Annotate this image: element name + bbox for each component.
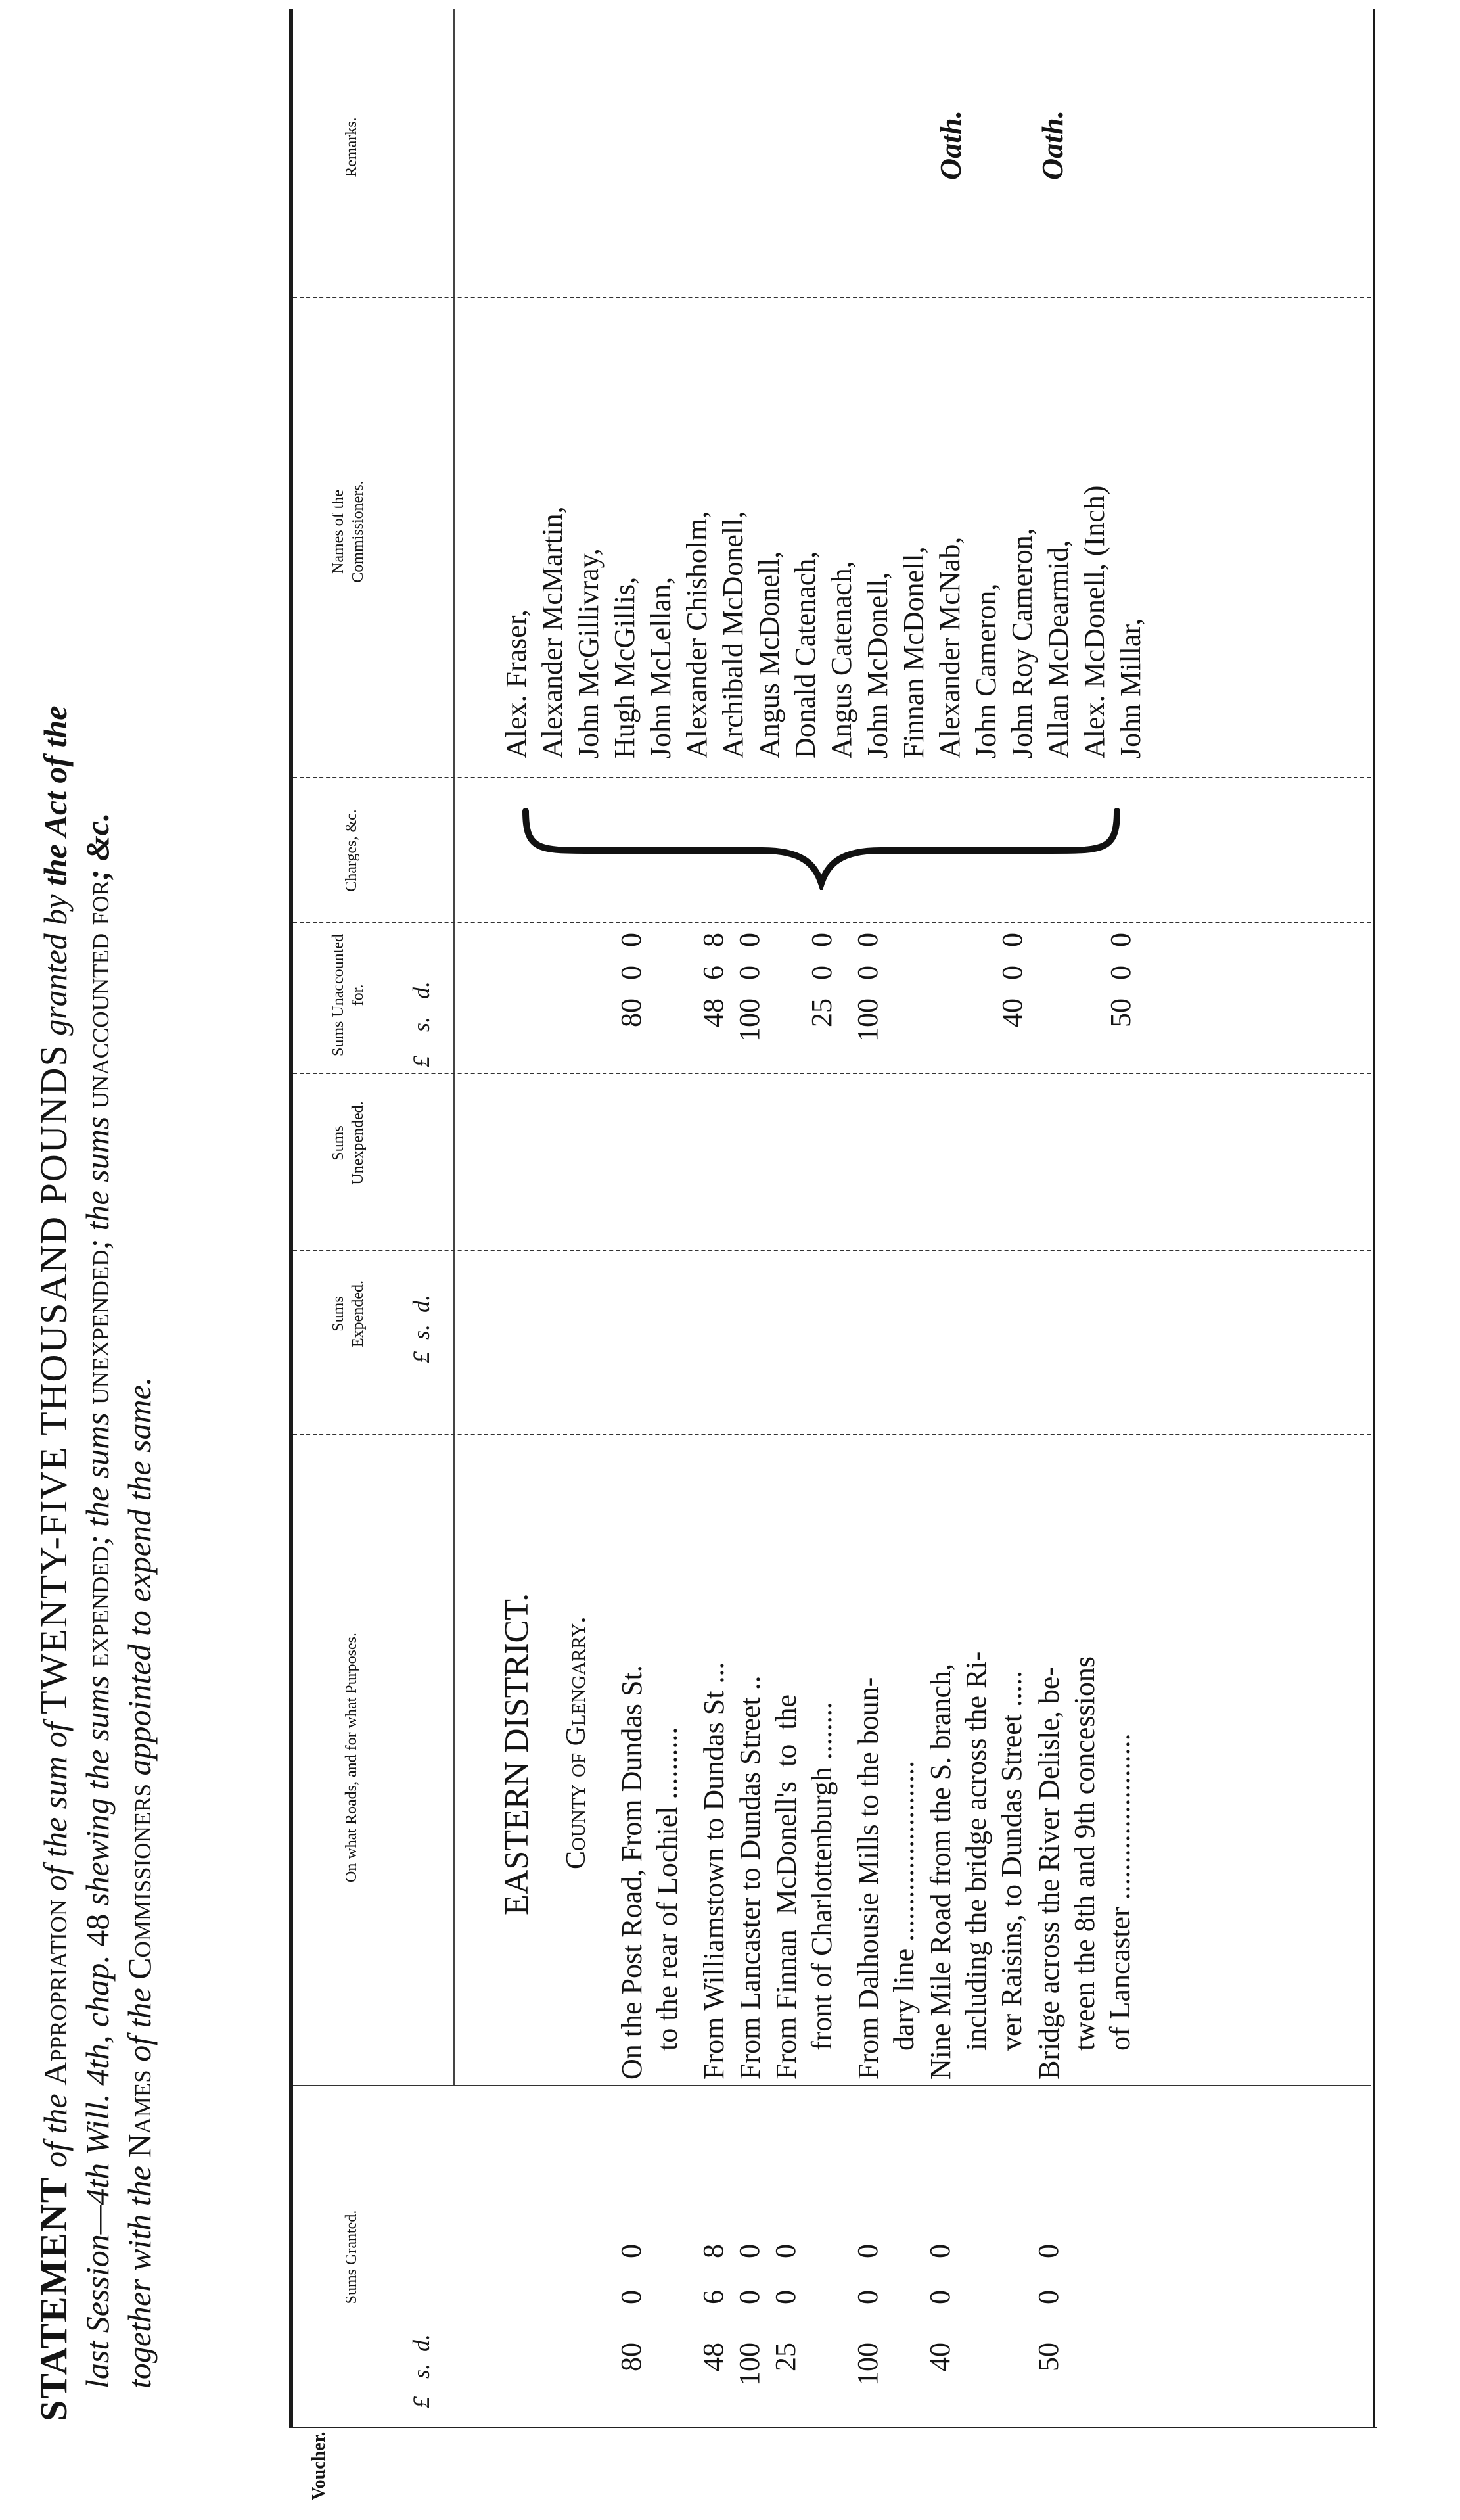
granted-pounds: 50 [1032, 2343, 1064, 2371]
header-unaccounted: Sums Unaccounted for. [330, 934, 367, 1056]
units-granted: £ s. d. [408, 2333, 434, 2408]
commissioner-name: Angus McDonell, [753, 551, 785, 758]
remark-oath: Oath. [1036, 110, 1069, 180]
unaccounted-pounds: 48 [697, 998, 729, 1027]
header-granted: Sums Granted. [343, 2210, 360, 2304]
purpose-text: Bridge across the River Delisle, be- tween the 8th and 9th concessions of Lancaster ....................... [1033, 1656, 1136, 2080]
granted-shillings: 0 [1032, 2290, 1064, 2304]
purpose-text: On the Post Road, From Dundas St. to the rear of Lochiel .......... [616, 1665, 683, 2080]
units-expended: £ s. d. [408, 1294, 434, 1363]
unaccounted-pounds: 50 [1105, 998, 1137, 1027]
granted-pence: 0 [852, 2244, 884, 2258]
purpose-text: From Williamstown to Dundas St ... [698, 1662, 730, 2080]
unaccounted-pounds: 40 [996, 998, 1028, 1027]
col-divider-unexpended [293, 1073, 1371, 1074]
unaccounted-pence: 8 [697, 933, 729, 947]
remark-oath: Oath. [934, 110, 967, 180]
granted-pence: 0 [733, 2244, 765, 2258]
commissioner-name: Allan McDearmid, [1042, 540, 1074, 758]
unaccounted-pounds: 80 [615, 998, 647, 1027]
title-line-1: STATEMENT of the Appropriation of the sum of TWENTY-FIVE THOUSAND POUNDS granted by the Act of the [32, 705, 75, 2421]
unaccounted-pence: 0 [733, 933, 765, 947]
unaccounted-shillings: 0 [806, 966, 838, 980]
unaccounted-pence: 0 [996, 933, 1028, 947]
granted-pence: 0 [1032, 2244, 1064, 2258]
granted-pounds: 25 [769, 2343, 802, 2371]
granted-pounds: 100 [733, 2343, 765, 2386]
header-unexpended: Sums Unexpended. [330, 1101, 367, 1185]
purpose-text: Nine Mile Road from the S. branch, including the bridge across the Ri- ver Raisins, to Dundas Street ..... [924, 1651, 1028, 2080]
title-line-2: last Session—4th Will. 4th, chap. 48 shewing the sums expended; the sums unexpended; the sums unaccounted for; &c. [79, 812, 116, 2389]
commissioner-name: John McLellan, [645, 576, 677, 758]
units-unaccounted: £ s. d. [408, 981, 434, 1067]
col-divider-unaccounted [293, 922, 1371, 923]
purpose-text: From Dalhousie Mills to the boun- dary line ......................... [852, 1677, 920, 2080]
table-left-rule [289, 2427, 1377, 2428]
commissioner-name: Alexander McNab, [934, 536, 966, 758]
col-divider-expended [293, 1250, 1371, 1251]
table-top-rule [289, 9, 293, 2428]
unaccounted-shillings: 6 [697, 966, 729, 980]
table-bottom-rule [1373, 9, 1375, 2428]
header-remarks: Remarks. [343, 117, 360, 177]
commissioner-name: John McGillivray, [572, 548, 605, 758]
commissioner-name: Alex. McDonell, (Inch) [1078, 485, 1110, 758]
document-title [33, 55, 160, 2421]
unaccounted-pounds: 100 [733, 998, 765, 1042]
title-statement: STATEMENT [32, 2176, 75, 2421]
unaccounted-pence: 0 [615, 933, 647, 947]
unaccounted-pence: 0 [1105, 933, 1137, 947]
voucher-label: Voucher. [309, 2431, 329, 2500]
unaccounted-shillings: 0 [1105, 966, 1137, 980]
col-divider-names [293, 297, 1371, 298]
district-heading: EASTERN DISTRICT. [498, 1593, 536, 1915]
commissioner-name: John Cameron, [970, 583, 1002, 758]
unaccounted-pounds: 25 [806, 998, 838, 1027]
commissioner-name: Alex. Fraser, [500, 609, 532, 758]
col-divider-purposes [293, 1434, 1371, 1435]
commissioner-name: Angus Catenach, [825, 561, 857, 758]
header-purposes: On what Roads, and for what Purposes. [343, 1633, 360, 1882]
commissioner-name: Alexander McMartin, [536, 506, 568, 758]
unaccounted-shillings: 0 [852, 966, 884, 980]
header-rule [453, 9, 455, 2086]
commissioner-name: John Roy Cameron, [1006, 528, 1038, 758]
commissioner-name: Donald Catenach, [789, 551, 821, 758]
commissioner-name: Finnan McDonell, [898, 546, 930, 758]
granted-pence: 0 [769, 2244, 802, 2258]
granted-shillings: 0 [924, 2290, 956, 2304]
unaccounted-shillings: 0 [615, 966, 647, 980]
commissioner-name: John Millar, [1114, 618, 1147, 758]
title-line-3: together with the Names of the Commissioners appointed to expend the same. [121, 1376, 158, 2389]
header-expended: Sums Expended. [330, 1280, 367, 1347]
granted-pence: 8 [697, 2244, 729, 2258]
commissioner-name: Archibald McDonell, [717, 511, 749, 758]
granted-shillings: 0 [852, 2290, 884, 2304]
granted-pence: 0 [615, 2244, 647, 2258]
granted-pence: 0 [924, 2244, 956, 2258]
granted-pounds: 40 [924, 2343, 956, 2371]
granted-shillings: 6 [697, 2290, 729, 2304]
granted-pounds: 100 [852, 2343, 884, 2386]
unaccounted-pounds: 100 [852, 998, 884, 1042]
unaccounted-shillings: 0 [996, 966, 1028, 980]
title-amount: TWENTY-FIVE THOUSAND POUNDS [32, 1044, 75, 1714]
unaccounted-pence: 0 [806, 933, 838, 947]
commissioner-name: Alexander Chisholm, [681, 511, 713, 758]
purpose-text: From Finnan McDonell's to the front of Charlottenburgh ........ [770, 1694, 838, 2080]
county-heading: County of Glengarry. [561, 1616, 591, 1869]
granted-shillings: 0 [769, 2290, 802, 2304]
curly-brace-icon [513, 791, 1130, 890]
unaccounted-pence: 0 [852, 933, 884, 947]
header-charges: Charges, &c. [343, 809, 360, 892]
granted-pounds: 48 [697, 2343, 729, 2371]
header-names: Names of the Commissioners. [330, 480, 367, 583]
granted-shillings: 0 [733, 2290, 765, 2304]
col-divider-granted [293, 2085, 1371, 2086]
col-divider-charges [293, 777, 1371, 778]
commissioner-name: John McDonell, [861, 572, 894, 758]
commissioner-name: Hugh McGillis, [608, 576, 641, 758]
purpose-text: From Lancaster to Dundas Street .. [734, 1675, 766, 2080]
unaccounted-shillings: 0 [733, 966, 765, 980]
granted-shillings: 0 [615, 2290, 647, 2304]
granted-pounds: 80 [615, 2343, 647, 2371]
